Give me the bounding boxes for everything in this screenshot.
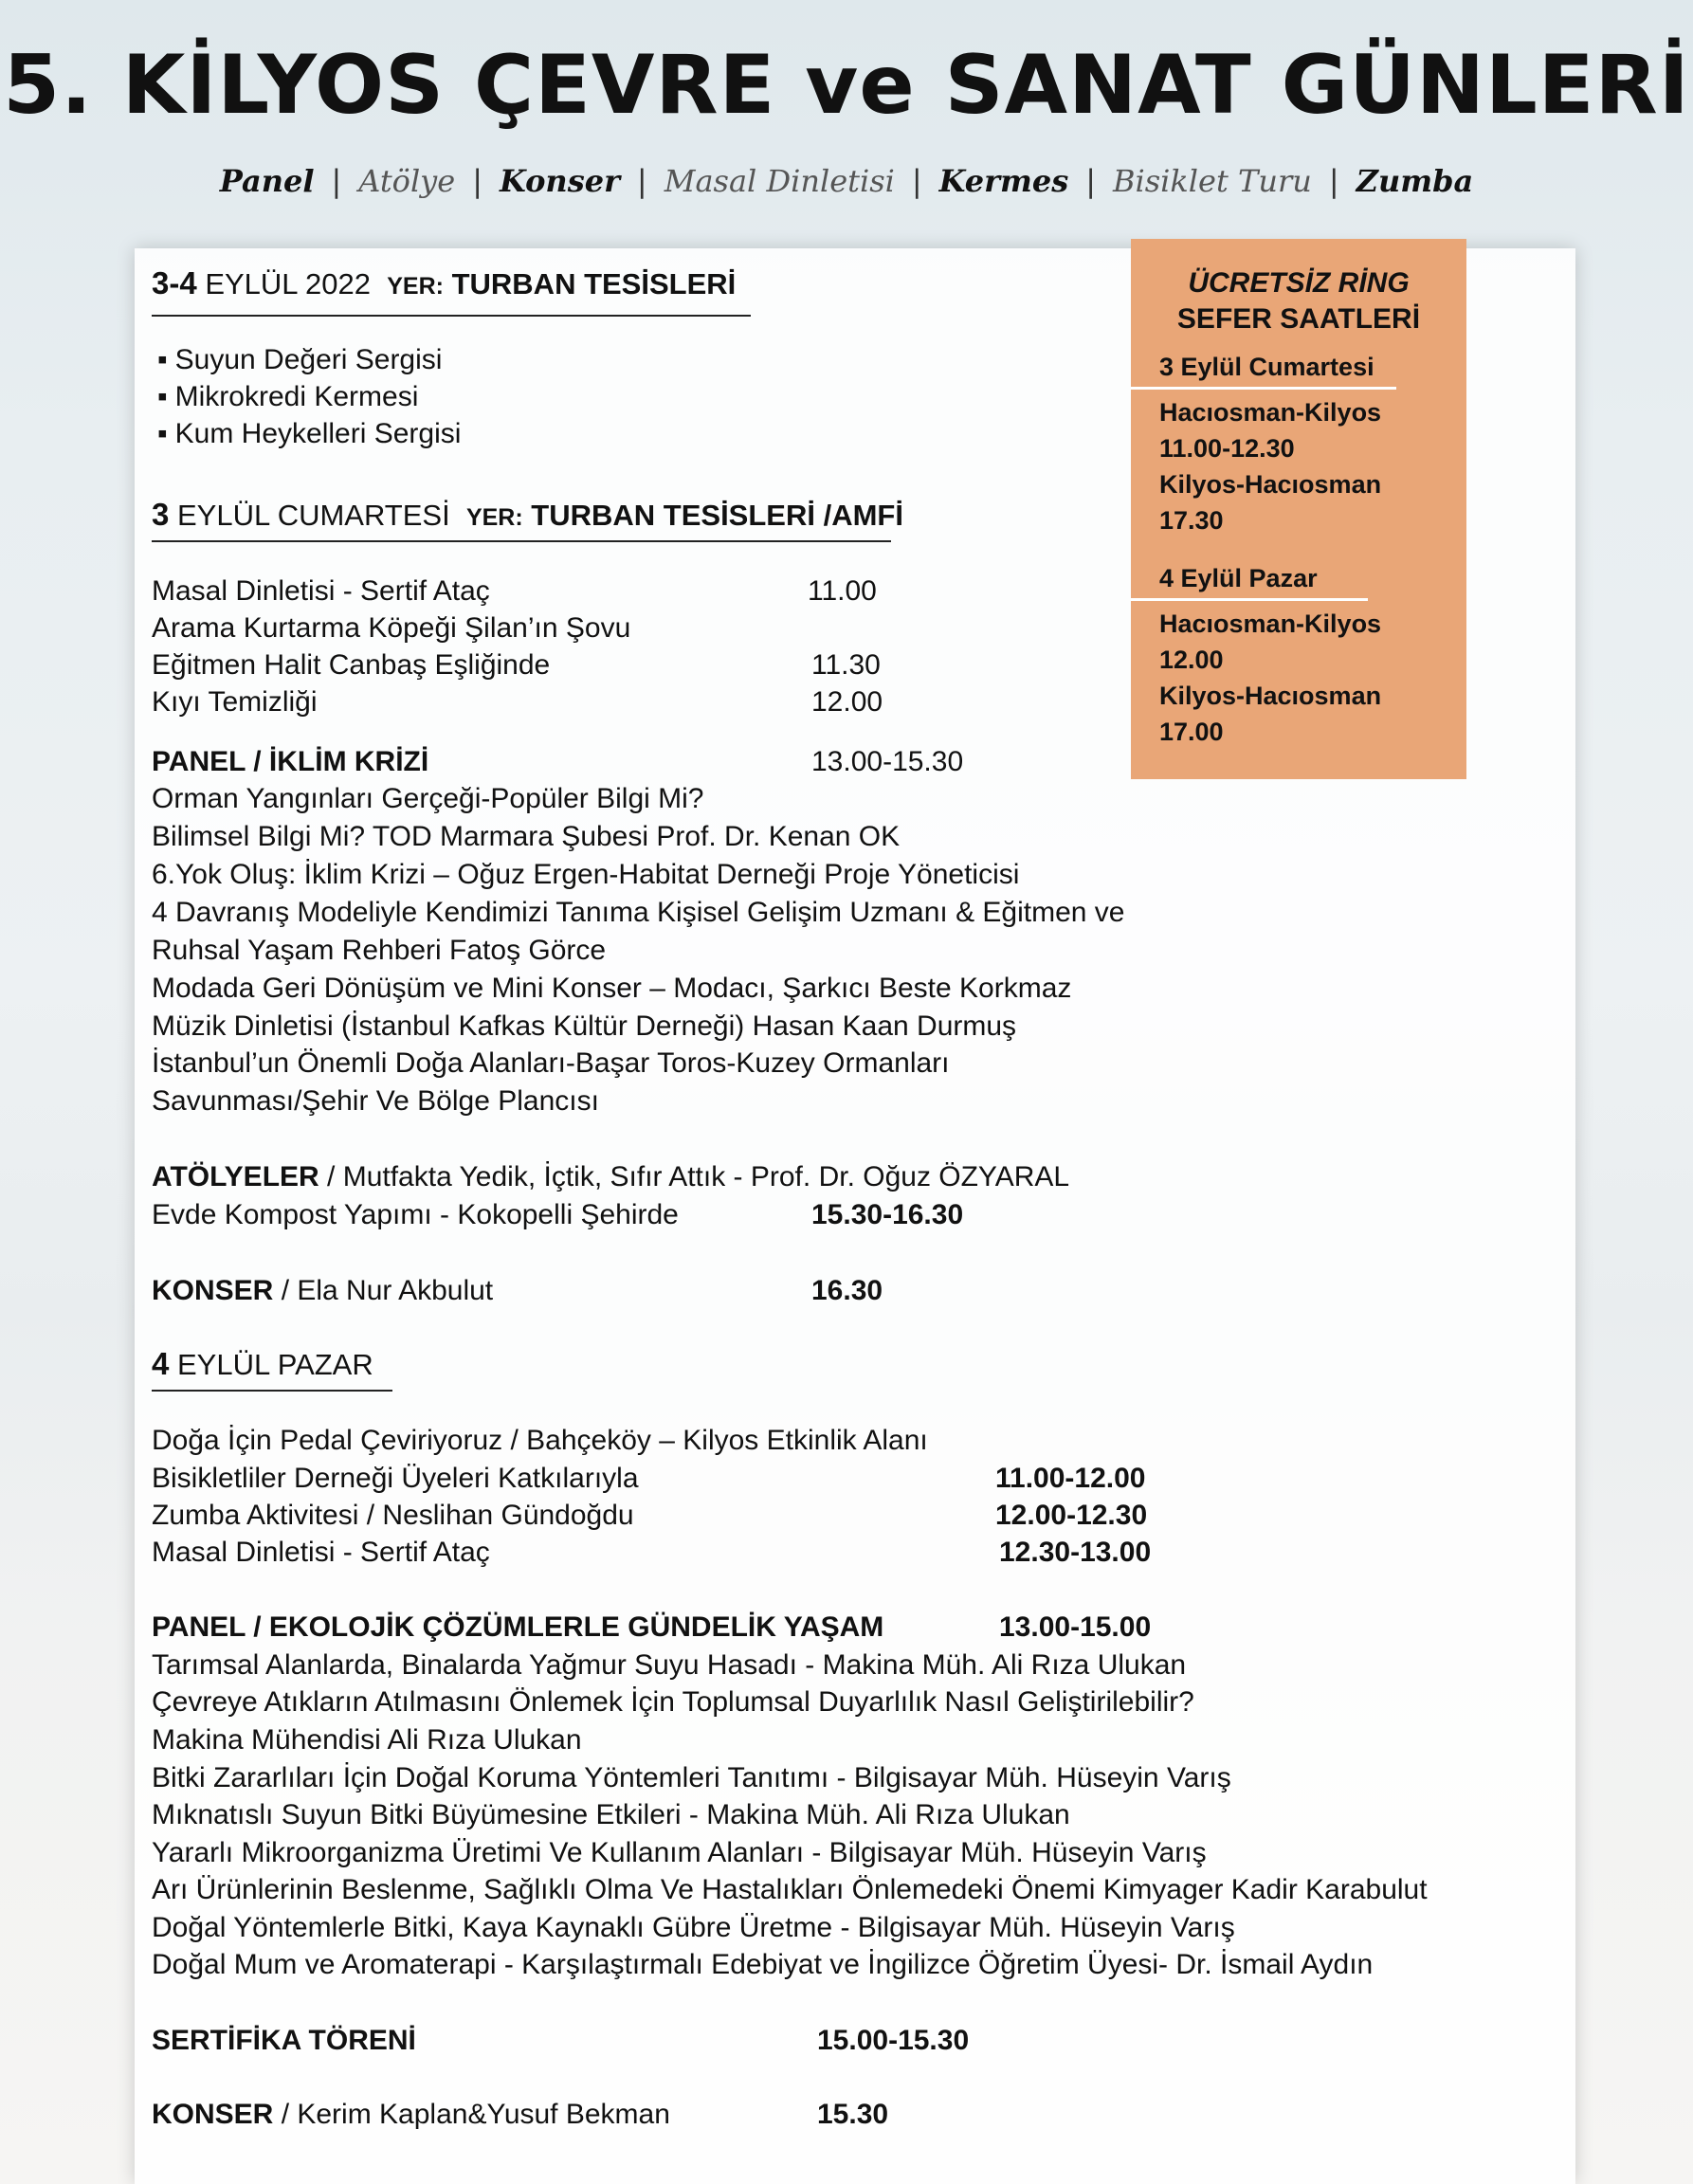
list-item: ▪ Kum Heykelleri Sergisi [157,418,461,450]
panel-line: Bitki Zararlıları İçin Doğal Koruma Yöntemleri Tanıtımı - Bilgisayar Müh. Hüseyin Varış [152,1762,1231,1793]
activity-list [0,163,1693,199]
event-time: 15.30 [817,2099,889,2130]
list-item: ▪ Mikrokredi Kermesi [157,381,418,413]
ring-line: 11.00-12.30 [1159,434,1295,463]
event-time: 11.00 [808,575,877,607]
event-row: Bisikletliler Derneği Üyeleri Katkılarıyla [152,1463,639,1494]
separator: | [636,163,647,199]
event-row: Eğitmen Halit Canbaş Eşliğinde [152,649,551,681]
section1-heading: 3-4 EYLÜL 2022 YER: TURBAN TESİSLERİ [152,265,737,300]
event-time: 12.00 [811,686,883,718]
ring-line: 17.00 [1159,718,1224,746]
ring-line: Hacıosman-Kilyos [1159,610,1382,638]
activity-kermes: Kermes [938,163,1069,199]
panel-line: 6.Yok Oluş: İklim Krizi – Oğuz Ergen-Habitat Derneği Proje Yöneticisi [152,859,1020,890]
sertifika-row: SERTİFİKA TÖRENİ [152,2025,416,2056]
event-time: 15.00-15.30 [817,2025,970,2056]
panel-line: Mıknatıslı Suyun Bitki Büyümesine Etkileri - Makina Müh. Ali Rıza Ulukan [152,1799,1070,1830]
panel-title: PANEL / EKOLOJİK ÇÖZÜMLERLE GÜNDELİK YAŞAM [152,1611,884,1643]
panel-line: Doğal Yöntemlerle Bitki, Kaya Kaynaklı Gübre Üretme - Bilgisayar Müh. Hüseyin Varış [152,1912,1235,1943]
ring-day2: 4 Eylül Pazar [1159,564,1318,592]
separator: | [331,163,342,199]
konser-row: KONSER / Kerim Kaplan&Yusuf Bekman [152,2099,670,2130]
panel-line: Modada Geri Dönüşüm ve Mini Konser – Modacı, Şarkıcı Beste Korkmaz [152,973,1072,1004]
panel-line: Doğal Mum ve Aromaterapi - Karşılaştırmalı Edebiyat ve İngilizce Öğretim Üyesi- Dr. İsmail Aydın [152,1949,1374,1980]
panel-line: Müzik Dinletisi (İstanbul Kafkas Kültür Derneği) Hasan Kaan Durmuş [152,1010,1017,1042]
event-row: Masal Dinletisi - Sertif Ataç [152,575,490,607]
panel-line: 4 Davranış Modeliyle Kendimizi Tanıma Kişisel Gelişim Uzmanı & Eğitmen ve [152,897,1125,928]
ring-subtitle: SEFER SAATLERİ [1176,303,1421,335]
section3-underline [152,1390,392,1392]
section1-underline [152,315,751,317]
panel-line: Tarımsal Alanlarda, Binalarda Yağmur Suyu Hasadı - Makina Müh. Ali Rıza Ulukan [152,1649,1187,1681]
page-title: 5. KİLYOS ÇEVRE ve SANAT GÜNLERİ [3,38,1690,133]
ring-line: Kilyos-Hacıosman [1159,470,1382,499]
ring-line: Kilyos-Hacıosman [1159,682,1382,710]
ring-title: ÜCRETSİZ RİNG [1188,267,1410,299]
panel-time: 13.00-15.30 [811,746,964,777]
panel-line: Savunması/Şehir Ve Bölge Plancısı [152,1085,599,1117]
section2-heading: 3 EYLÜL CUMARTESİ YER: TURBAN TESİSLERİ /AMFİ [152,497,903,532]
ring-day2-underline [1131,598,1368,601]
event-row: Masal Dinletisi - Sertif Ataç [152,1537,490,1568]
event-time: 11.30 [811,649,881,681]
panel-line: Yararlı Mikroorganizma Üretimi Ve Kullanım Alanları - Bilgisayar Müh. Hüseyin Varış [152,1837,1207,1868]
activity-bisiklet: Bisiklet Turu [1113,163,1312,199]
ring-day1-underline [1131,387,1396,390]
ring-line: Hacıosman-Kilyos [1159,398,1382,427]
separator: | [911,163,922,199]
activity-konser: Konser [499,163,620,199]
activity-masal: Masal Dinletisi [664,163,895,199]
ring-schedule-box [1131,239,1466,779]
event-time: 16.30 [811,1275,883,1306]
event-time: 12.00-12.30 [995,1500,1148,1531]
event-row: Zumba Aktivitesi / Neslihan Gündoğdu [152,1500,634,1531]
panel-title: PANEL / İKLİM KRİZİ [152,746,429,777]
panel-line: Arı Ürünlerinin Beslenme, Sağlıklı Olma Ve Hastalıkları Önlemedeki Önemi Kimyager Kadir Karabulut [152,1874,1428,1905]
separator: | [1328,163,1339,199]
activity-atolye: Atölye [358,163,456,199]
list-item: ▪ Suyun Değeri Sergisi [157,344,442,376]
event-row: Evde Kompost Yapımı - Kokopelli Şehirde [152,1199,679,1230]
separator: | [472,163,482,199]
event-time: 11.00-12.00 [995,1463,1146,1494]
event-time: 15.30-16.30 [811,1199,964,1230]
separator: | [1085,163,1096,199]
ring-line: 17.30 [1159,506,1224,535]
panel-line: Çevreye Atıkların Atılmasını Önlemek İçin Toplumsal Duyarlılık Nasıl Geliştirilebilir? [152,1686,1194,1718]
event-row: Arama Kurtarma Köpeği Şilan’ın Şovu [152,612,631,644]
panel-line: Bilimsel Bilgi Mi? TOD Marmara Şubesi Prof. Dr. Kenan OK [152,821,901,852]
section2-underline [152,540,891,542]
panel-time: 13.00-15.00 [999,1611,1152,1643]
event-row: Kıyı Temizliği [152,686,318,718]
activity-panel: Panel [219,163,315,199]
section3-heading: 4 EYLÜL PAZAR [152,1346,373,1381]
konser-row: KONSER / Ela Nur Akbulut [152,1275,494,1306]
panel-line: Makina Mühendisi Ali Rıza Ulukan [152,1724,582,1756]
ring-line: 12.00 [1159,646,1224,674]
event-row: Doğa İçin Pedal Çeviriyoruz / Bahçeköy – Kilyos Etkinlik Alanı [152,1425,928,1456]
ring-day1: 3 Eylül Cumartesi [1159,353,1374,381]
panel-line: Ruhsal Yaşam Rehberi Fatoş Görce [152,935,607,966]
atolye-row: ATÖLYELER / Mutfakta Yedik, İçtik, Sıfır Attık - Prof. Dr. Oğuz ÖZYARAL [152,1161,1070,1192]
activity-zumba: Zumba [1356,163,1474,199]
panel-line: Orman Yangınları Gerçeği-Popüler Bilgi Mi? [152,783,704,814]
panel-line: İstanbul’un Önemli Doğa Alanları-Başar Toros-Kuzey Ormanları [152,1047,950,1079]
event-time: 12.30-13.00 [999,1537,1152,1568]
